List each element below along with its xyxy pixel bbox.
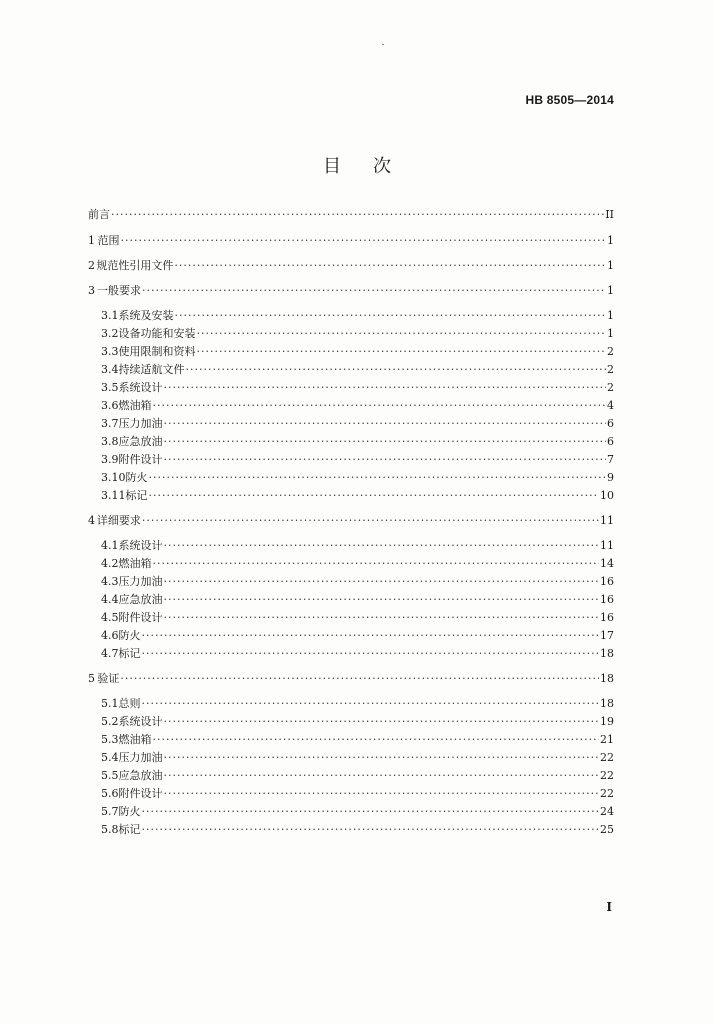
toc-entry[interactable] <box>101 399 614 413</box>
toc-entry-label: 范围 <box>97 234 120 247</box>
toc-entry-label: 压力加油 <box>118 417 163 430</box>
toc-entry-number: 3.9 <box>101 453 119 466</box>
dot-leader <box>164 787 600 801</box>
toc-entry[interactable] <box>88 514 614 528</box>
toc-entry-number: 5.5 <box>101 769 119 782</box>
toc-entry-page: 1 <box>607 259 614 272</box>
toc-entry-number: 4.6 <box>101 629 119 642</box>
toc-entry-label: 使用限制和资料 <box>118 345 196 358</box>
toc-entry-page: 19 <box>600 715 614 728</box>
dot-leader <box>197 327 607 341</box>
toc-entry-label: 系统及安装 <box>118 309 174 322</box>
toc-entry-label: 附件设计 <box>118 787 163 800</box>
toc-entry-number: 3.10 <box>101 471 126 484</box>
toc-entry[interactable] <box>101 769 614 783</box>
toc-entry-page: 16 <box>600 611 614 624</box>
toc-entry-number: 5.2 <box>101 715 119 728</box>
dot-leader <box>164 715 600 729</box>
dot-leader <box>164 593 600 607</box>
toc-entry-page: 18 <box>600 647 614 660</box>
dot-leader <box>175 309 607 323</box>
toc-entry-label: 总则 <box>118 697 141 710</box>
toc-entry-label: 前言 <box>88 208 110 221</box>
toc-entry-number: 4.1 <box>101 539 119 552</box>
toc-entry[interactable] <box>101 309 614 323</box>
toc-entry-label: 应急放油 <box>118 435 163 448</box>
toc-entry[interactable] <box>101 697 614 711</box>
dot-leader <box>142 284 606 298</box>
toc-entry-number: 3.7 <box>101 417 119 430</box>
dot-leader <box>197 345 607 359</box>
toc-entry[interactable] <box>101 647 614 661</box>
toc-entry[interactable] <box>101 345 614 359</box>
toc-entry-number: 1 <box>88 234 95 247</box>
toc-entry[interactable] <box>101 327 614 341</box>
dot-leader <box>149 489 600 503</box>
toc-entry-number: 4.7 <box>101 647 119 660</box>
toc-entry-page: 2 <box>607 381 614 394</box>
toc-entry[interactable] <box>101 733 614 747</box>
toc-entry[interactable] <box>88 234 614 248</box>
dot-leader <box>186 363 607 377</box>
toc-entry-number: 4.4 <box>101 593 119 606</box>
toc-entry-number: 4 <box>88 514 95 527</box>
toc-entry-number: 3.3 <box>101 345 119 358</box>
toc-entry-label: 系统设计 <box>118 539 163 552</box>
toc-entry-label: 系统设计 <box>118 715 163 728</box>
toc-entry-page: 2 <box>607 363 614 376</box>
toc-entry[interactable] <box>101 629 614 643</box>
toc-entry-page: 4 <box>607 399 614 412</box>
page-number: I <box>606 900 612 914</box>
toc-entry-number: 4.3 <box>101 575 119 588</box>
toc-entry-number: 3.1 <box>101 309 119 322</box>
toc-entry[interactable] <box>101 557 614 571</box>
dot-leader <box>164 611 600 625</box>
toc-entry-label: 防火 <box>118 629 141 642</box>
toc-entry-number: 4.5 <box>101 611 119 624</box>
toc-entry-label: 防火 <box>125 471 148 484</box>
toc-entry-label: 燃油箱 <box>118 733 152 746</box>
toc-entry-label: 燃油箱 <box>118 557 152 570</box>
toc-entry-page: 22 <box>600 751 614 764</box>
toc-entry[interactable] <box>101 489 614 503</box>
toc-entry-page: 11 <box>600 539 614 552</box>
toc-entry-page: 24 <box>600 805 614 818</box>
toc-entry-number: 5.8 <box>101 823 119 836</box>
toc-entry-label: 燃油箱 <box>118 399 152 412</box>
toc-entry-number: 3.5 <box>101 381 119 394</box>
dot-leader <box>174 259 606 273</box>
dot-leader <box>153 557 600 571</box>
toc-entry-page: 14 <box>600 557 614 570</box>
scan-speck <box>382 44 384 45</box>
toc-entry[interactable] <box>101 715 614 729</box>
toc-entry-page: 10 <box>600 489 614 502</box>
toc-entry-page: 22 <box>600 769 614 782</box>
toc-entry[interactable] <box>101 417 614 431</box>
standard-code: HB 8505—2014 <box>525 93 614 107</box>
dot-leader <box>142 514 599 528</box>
toc-entry[interactable] <box>101 471 614 485</box>
dot-leader <box>164 751 600 765</box>
toc-entry-number: 5.6 <box>101 787 119 800</box>
dot-leader <box>153 399 607 413</box>
toc-entry-number: 5.4 <box>101 751 119 764</box>
toc-entry-page: 22 <box>600 787 614 800</box>
toc-entry[interactable] <box>88 672 614 686</box>
toc-entry-number: 3.11 <box>101 489 126 502</box>
toc-entry-number: 3.6 <box>101 399 119 412</box>
dot-leader <box>142 823 600 837</box>
dot-leader <box>164 381 607 395</box>
toc-entry[interactable] <box>101 539 614 553</box>
toc-entry-number: 2 <box>88 259 95 272</box>
toc-entry-label: 标记 <box>118 823 141 836</box>
toc-entry[interactable] <box>101 435 614 449</box>
toc-entry-page: 16 <box>600 593 614 606</box>
toc-entry-label: 附件设计 <box>118 453 163 466</box>
toc-entry-label: 附件设计 <box>118 611 163 624</box>
toc-entry-label: 规范性引用文件 <box>96 259 174 272</box>
toc-entry[interactable] <box>101 751 614 765</box>
toc-entry-label: 压力加油 <box>118 751 163 764</box>
toc-entry-number: 5.3 <box>101 733 119 746</box>
toc-entry-page: 21 <box>600 733 614 746</box>
dot-leader <box>142 805 600 819</box>
toc-entry[interactable] <box>88 284 614 298</box>
toc-entry-label: 验证 <box>97 672 120 685</box>
dot-leader <box>164 575 600 589</box>
dot-leader <box>153 733 600 747</box>
toc-entry-page: II <box>605 208 614 221</box>
toc-entry-page: 25 <box>600 823 614 836</box>
toc-entry-label: 应急放油 <box>118 593 163 606</box>
toc-entry-page: 1 <box>607 309 614 322</box>
toc-entry-label: 防火 <box>118 805 141 818</box>
toc-entry-page: 18 <box>600 697 614 710</box>
toc-entry[interactable] <box>101 453 614 467</box>
toc-entry-label: 标记 <box>125 489 148 502</box>
toc-entry-number: 5.7 <box>101 805 119 818</box>
toc-entry-page: 7 <box>607 453 614 466</box>
toc-entry-page: 1 <box>607 327 614 340</box>
dot-leader <box>142 647 600 661</box>
toc-entry-number: 5 <box>88 672 95 685</box>
dot-leader <box>142 629 600 643</box>
dot-leader <box>120 234 606 248</box>
toc-entry-number: 4.2 <box>101 557 119 570</box>
toc-entry-page: 16 <box>600 575 614 588</box>
toc-entry-number: 3.8 <box>101 435 119 448</box>
dot-leader <box>164 539 600 553</box>
toc-entry[interactable] <box>101 805 614 819</box>
dot-leader <box>142 697 600 711</box>
toc-entry-label: 持续适航文件 <box>118 363 185 376</box>
toc-entry[interactable] <box>88 259 614 273</box>
toc-entry-number: 3 <box>88 284 95 297</box>
toc-entry-page: 2 <box>607 345 614 358</box>
toc-entry-page: 1 <box>607 234 614 247</box>
dot-leader <box>149 471 607 485</box>
toc-entry-label: 设备功能和安装 <box>118 327 196 340</box>
toc-entry[interactable] <box>101 611 614 625</box>
dot-leader <box>164 417 607 431</box>
toc-entry-number: 5.1 <box>101 697 119 710</box>
toc-entry-label: 一般要求 <box>97 284 142 297</box>
toc-entry-label: 系统设计 <box>118 381 163 394</box>
dot-leader <box>164 453 607 467</box>
toc-entry-page: 11 <box>600 514 614 527</box>
toc-entry-number: 3.4 <box>101 363 119 376</box>
toc-entry-page: 17 <box>600 629 614 642</box>
toc-entry-page: 1 <box>607 284 614 297</box>
toc-entry[interactable] <box>101 593 614 607</box>
toc-entry[interactable] <box>101 381 614 395</box>
toc-entry-label: 应急放油 <box>118 769 163 782</box>
toc-entry-page: 6 <box>607 435 614 448</box>
toc-entry-number: 3.2 <box>101 327 119 340</box>
dot-leader <box>164 769 600 783</box>
toc-entry[interactable] <box>88 208 614 222</box>
toc-entry-page: 18 <box>600 672 614 685</box>
dot-leader <box>111 208 604 222</box>
toc-entry[interactable] <box>101 575 614 589</box>
toc-entry[interactable] <box>101 823 614 837</box>
toc-entry[interactable] <box>101 363 614 377</box>
toc-entry[interactable] <box>101 787 614 801</box>
toc-entry-label: 压力加油 <box>118 575 163 588</box>
toc-entry-page: 6 <box>607 417 614 430</box>
toc-entry-label: 详细要求 <box>96 514 141 527</box>
toc-entry-page: 9 <box>607 471 614 484</box>
dot-leader <box>164 435 607 449</box>
page-title: 目次 <box>323 156 423 177</box>
dot-leader <box>120 672 599 686</box>
toc-entry-label: 标记 <box>118 647 141 660</box>
